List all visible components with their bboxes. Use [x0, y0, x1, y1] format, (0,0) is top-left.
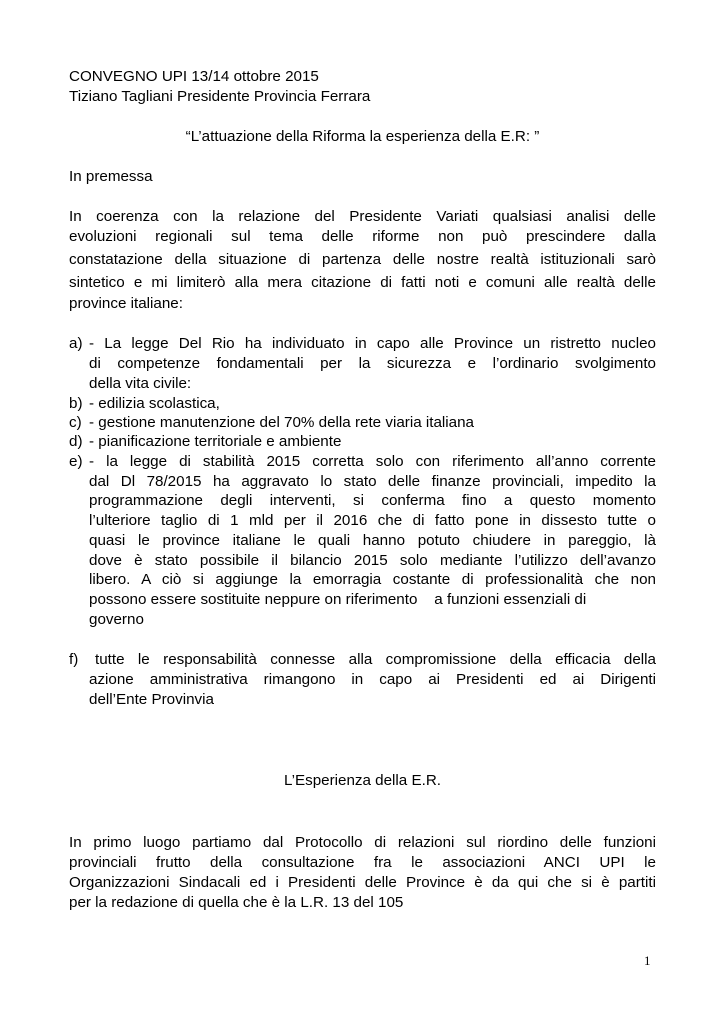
paragraph-line: province italiane:: [69, 295, 183, 312]
paragraph-line: constatazione della situazione di partenza delle nostre realtà istituzionali sarò: [69, 251, 656, 268]
paragraph-line: sintetico e mi limiterò alla mera citazione di fatti noti e comuni alle realtà delle: [69, 274, 656, 291]
list-marker: d): [69, 433, 83, 450]
paragraph-line: In coerenza con la relazione del Presidente Variati qualsiasi analisi delle: [69, 208, 656, 225]
list-marker: e): [69, 453, 83, 470]
list-line: di competenze fondamentali per la sicurezza e l’ordinario svolgimento: [89, 355, 656, 372]
paragraph-line: provinciali frutto della consultazione fra le associazioni ANCI UPI le: [69, 854, 656, 871]
list-line: - edilizia scolastica,: [89, 395, 220, 412]
list-line: possono essere sostituite neppure on riferimento a funzioni essenziali di: [89, 591, 587, 608]
paragraph-line: per la redazione di quella che è la L.R. 13 del 105: [69, 894, 404, 911]
list-line: dell’Ente Provinvia: [89, 691, 214, 708]
list-line: dal Dl 78/2015 ha aggravato lo stato delle finanze provinciali, impedito la: [89, 473, 656, 490]
list-line: dove è stato possibile il bilancio 2015 solo mediante l’utilizzo dell’avanzo: [89, 552, 656, 569]
list-line: - gestione manutenzione del 70% della rete viaria italiana: [89, 414, 474, 431]
header-author-line: Tiziano Tagliani Presidente Provincia Ferrara: [69, 88, 371, 105]
list-marker: f): [69, 651, 79, 668]
list-line: - pianificazione territoriale e ambiente: [89, 433, 342, 450]
list-marker: b): [69, 395, 83, 412]
list-line: quasi le province italiane le quali hanno potuto chiudere in pareggio, là: [89, 532, 656, 549]
list-line: azione amministrativa rimangono in capo ai Presidenti ed ai Dirigenti: [89, 671, 656, 688]
premessa-heading: In premessa: [69, 168, 153, 185]
paragraph-line: Organizzazioni Sindacali ed i Presidenti delle Province è da qui che si è partiti: [69, 874, 656, 891]
list-line: - la legge di stabilità 2015 corretta solo con riferimento all’anno corrente: [89, 453, 656, 470]
paragraph-line: evoluzioni regionali sul tema delle riforme non può prescindere dalla: [69, 228, 656, 245]
document-title: “L’attuazione della Riforma la esperienza della E.R: ”: [185, 128, 540, 145]
list-line: della vita civile:: [89, 375, 192, 392]
header-event-line: CONVEGNO UPI 13/14 ottobre 2015: [69, 68, 319, 85]
list-line: libero. A ciò si aggiunge la emorragia costante di professionalità che non: [89, 571, 656, 588]
list-marker: c): [69, 414, 82, 431]
list-line: governo: [89, 611, 144, 628]
list-line: l’ulteriore taglio di 1 mld per il 2016 che di fatto pone in dissesto tutte o: [89, 512, 656, 529]
paragraph-line: In primo luogo partiamo dal Protocollo di relazioni sul riordino delle funzioni: [69, 834, 656, 851]
list-line: programmazione degli interventi, si conferma fino a questo momento: [89, 492, 656, 509]
list-marker: a): [69, 335, 83, 352]
list-line: tutte le responsabilità connesse alla compromissione della efficacia della: [95, 651, 656, 668]
page-number: 1: [644, 953, 651, 968]
section-heading: L’Esperienza della E.R.: [283, 772, 442, 789]
list-line: - La legge Del Rio ha individuato in capo alle Province un ristretto nucleo: [89, 335, 656, 352]
